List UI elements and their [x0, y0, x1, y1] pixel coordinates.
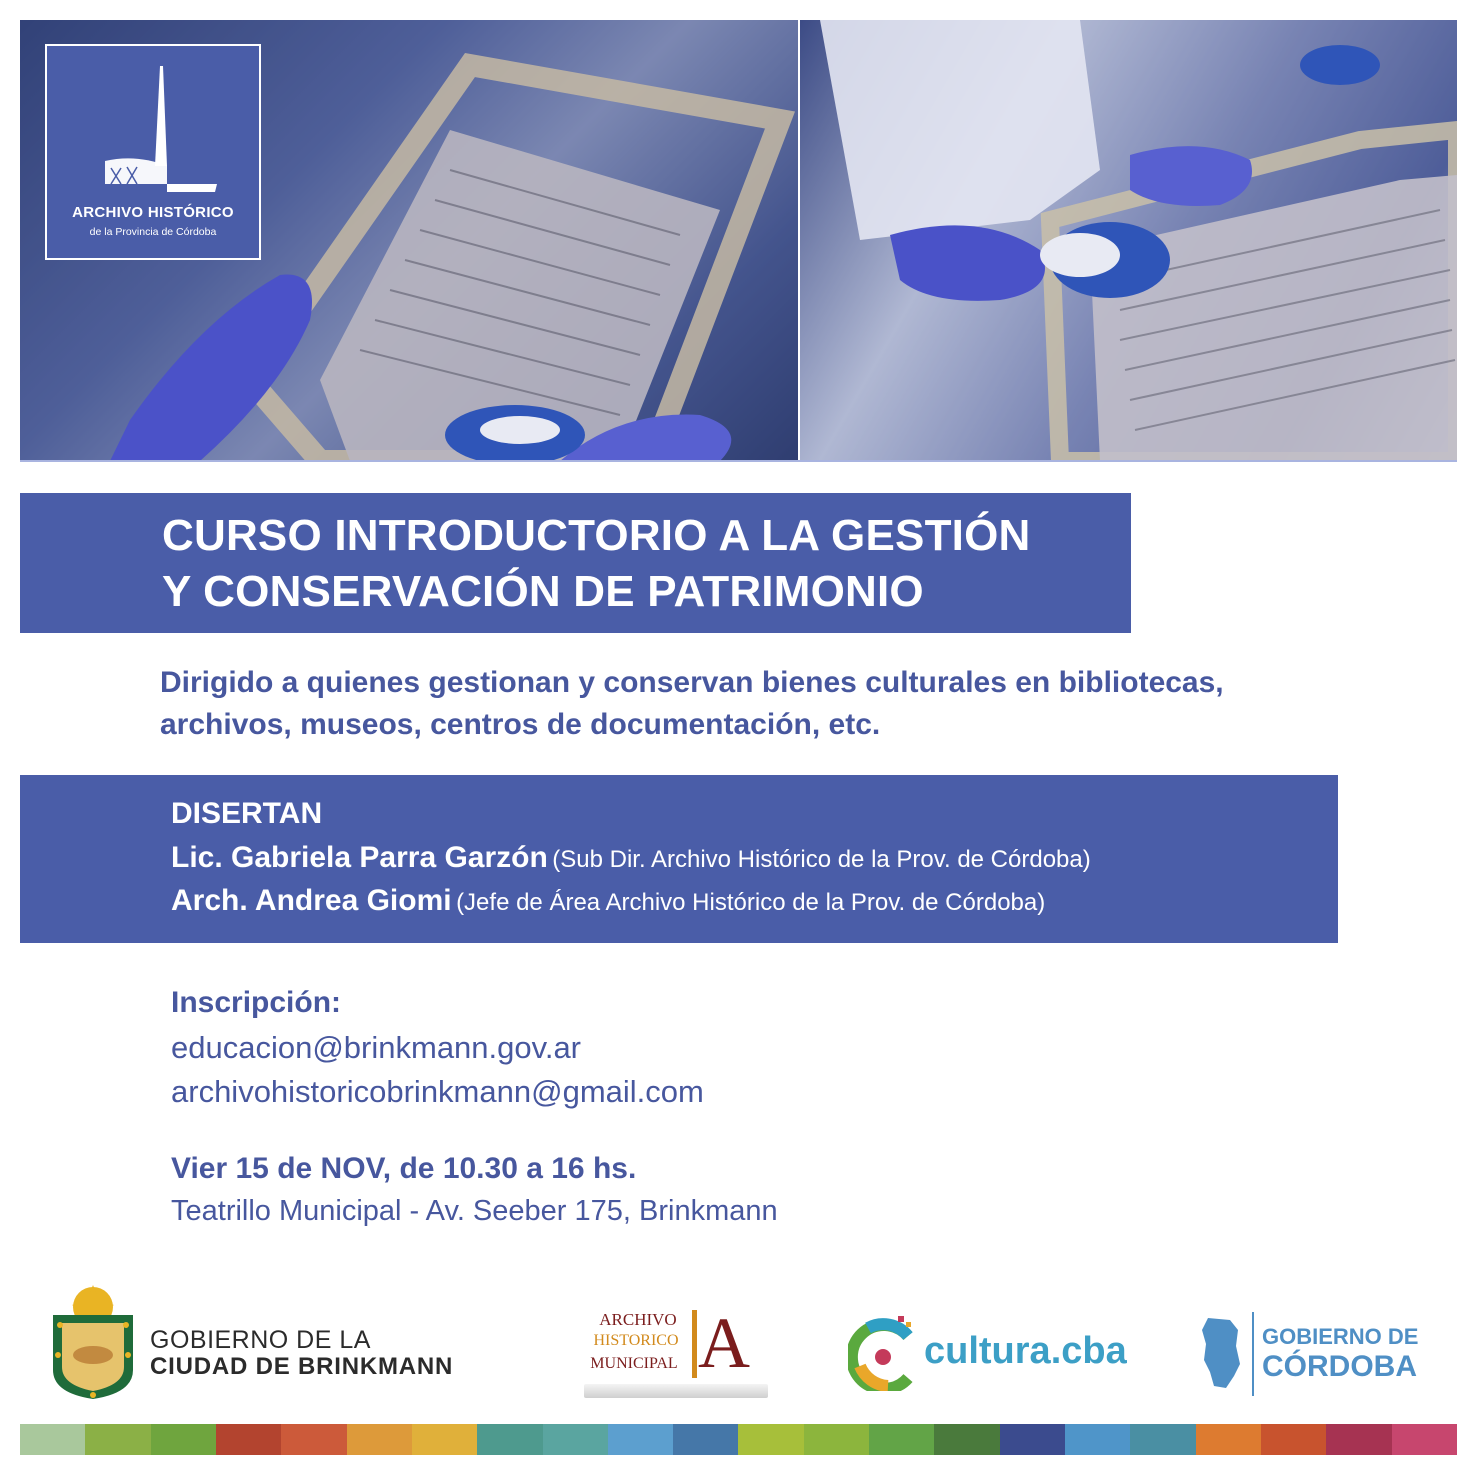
cordoba-logo-line-2: CÓRDOBA	[1262, 1350, 1417, 1383]
registration-email-2[interactable]: archivohistoricobrinkmann@gmail.com	[171, 1074, 704, 1109]
color-stripe-segment	[869, 1424, 934, 1455]
cordoba-map-logo	[1200, 1316, 1242, 1391]
archivo-municipal-line-3: MUNICIPAL	[590, 1355, 678, 1372]
cordoba-logo-line-1: GOBIERNO DE	[1262, 1324, 1419, 1349]
brinkmann-shield-logo	[48, 1285, 138, 1400]
color-stripe-segment	[608, 1424, 673, 1455]
color-stripe-segment	[1326, 1424, 1391, 1455]
color-stripe-segment	[1261, 1424, 1326, 1455]
archivo-letter: A	[698, 1303, 750, 1383]
title-line-2: Y CONSERVACIÓN DE PATRIMONIO	[162, 567, 924, 616]
color-stripe-segment	[216, 1424, 281, 1455]
audience-line-1: Dirigido a quienes gestionan y conservan bienes culturales en bibliotecas,	[160, 666, 1224, 699]
color-stripe-segment	[151, 1424, 216, 1455]
cultura-c-icon	[848, 1316, 918, 1391]
title-banner	[20, 493, 1131, 633]
color-stripe-segment	[804, 1424, 869, 1455]
speaker-role: (Sub Dir. Archivo Histórico de la Prov. de Córdoba)	[552, 846, 1091, 873]
archivo-shelf	[584, 1384, 768, 1398]
color-stripe-segment	[1065, 1424, 1130, 1455]
archivo-municipal-line-2: HISTORICO	[593, 1332, 679, 1349]
cordoba-province-map-icon	[1200, 1316, 1242, 1391]
speakers-box	[20, 775, 1338, 943]
color-stripe-segment	[738, 1424, 803, 1455]
archivo-divider	[692, 1310, 697, 1378]
speakers-heading: DISERTAN	[171, 797, 323, 830]
brinkmann-logo-line-2: CIUDAD DE BRINKMANN	[150, 1353, 454, 1380]
color-stripe-segment	[347, 1424, 412, 1455]
tower-building-icon	[97, 66, 217, 196]
color-stripe-segment	[412, 1424, 477, 1455]
coat-of-arms-icon	[48, 1285, 138, 1400]
conservation-photo-right	[800, 20, 1457, 461]
speaker-name: Lic. Gabriela Parra Garzón	[171, 841, 548, 874]
speaker-item	[171, 841, 1091, 875]
color-stripe-segment	[934, 1424, 999, 1455]
color-stripe-segment	[1130, 1424, 1195, 1455]
speaker-role: (Jefe de Área Archivo Histórico de la Prov. de Córdoba)	[456, 889, 1046, 916]
audience-description	[160, 662, 1440, 746]
brinkmann-logo-line-1: GOBIERNO DE LA	[150, 1326, 371, 1354]
photo-divider-line	[20, 460, 1457, 462]
color-stripe	[20, 1424, 1457, 1455]
color-stripe-segment	[85, 1424, 150, 1455]
event-location: Teatrillo Municipal - Av. Seeber 175, Brinkmann	[171, 1195, 778, 1227]
event-date: Vier 15 de NOV, de 10.30 a 16 hs.	[171, 1152, 637, 1185]
color-stripe-segment	[281, 1424, 346, 1455]
color-stripe-segment	[1392, 1424, 1457, 1455]
speaker-name: Arch. Andrea Giomi	[171, 884, 452, 917]
cultura-logo-mark	[848, 1316, 918, 1391]
archivo-historico-logo	[45, 44, 261, 260]
color-stripe-segment	[673, 1424, 738, 1455]
color-stripe-segment	[1196, 1424, 1261, 1455]
title-line-1: CURSO INTRODUCTORIO A LA GESTIÓN	[162, 511, 1031, 560]
registration-email-1[interactable]: educacion@brinkmann.gov.ar	[171, 1030, 582, 1065]
photo-right	[800, 20, 1457, 461]
color-stripe-segment	[20, 1424, 85, 1455]
speaker-item	[171, 884, 1045, 918]
audience-line-2: archivos, museos, centros de documentación, etc.	[160, 708, 881, 741]
color-stripe-segment	[477, 1424, 542, 1455]
archivo-municipal-line-1: ARCHIVO	[599, 1310, 677, 1329]
logo-title: ARCHIVO HISTÓRICO	[72, 204, 234, 221]
color-stripe-segment	[1000, 1424, 1065, 1455]
cultura-logo-text: cultura.cba	[924, 1330, 1127, 1372]
cordoba-divider	[1252, 1312, 1254, 1396]
logo-subtitle: de la Provincia de Córdoba	[89, 226, 217, 238]
color-stripe-segment	[543, 1424, 608, 1455]
registration-label: Inscripción:	[171, 986, 342, 1019]
archivo-municipal-logo	[580, 1303, 770, 1410]
